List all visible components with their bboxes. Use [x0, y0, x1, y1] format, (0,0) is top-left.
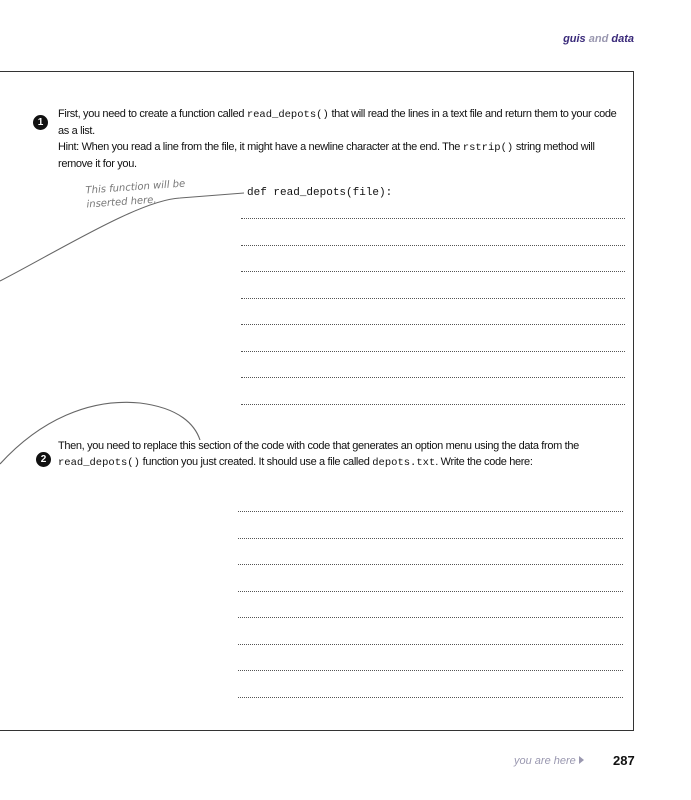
header-guis: guis	[563, 33, 586, 45]
answer-line[interactable]	[241, 351, 625, 352]
code-read-depots-2: read_depots()	[58, 457, 140, 469]
step-2-badge: 2	[36, 452, 51, 467]
answer-line[interactable]	[238, 591, 623, 592]
function-definition: def read_depots(file):	[247, 187, 393, 199]
page-number: 287	[613, 753, 635, 768]
answer-line[interactable]	[238, 670, 623, 671]
answer-line[interactable]	[238, 511, 623, 512]
answer-line[interactable]	[241, 218, 625, 219]
code-read-depots: read_depots()	[246, 109, 329, 121]
code-depots-txt: depots.txt	[372, 457, 436, 469]
step-1-hint: Hint: When you read a line from the file, it might have a newline character at the end. The rstrip() string method will remove it for you.	[58, 141, 595, 170]
step-2-instruction: Then, you need to replace this section of the code with code that generates an option menu using the data from the read_depots() function you just created. It should use a file called depots.txt. Write the code here:	[58, 440, 579, 469]
code-rstrip: rstrip()	[462, 142, 514, 154]
header-data: data	[611, 33, 634, 45]
you-are-here-label: you are here	[514, 755, 576, 767]
answer-line[interactable]	[238, 617, 623, 618]
answer-line[interactable]	[241, 404, 625, 405]
answer-line[interactable]	[241, 271, 625, 272]
answer-line[interactable]	[241, 377, 625, 378]
answer-line[interactable]	[241, 245, 625, 246]
answer-line[interactable]	[241, 298, 625, 299]
answer-line[interactable]	[238, 538, 623, 539]
answer-line[interactable]	[238, 644, 623, 645]
answer-line[interactable]	[238, 564, 623, 565]
step-1-badge: 1	[33, 115, 48, 130]
step-1-instruction: First, you need to create a function called read_depots() that will read the lines in a text file and return them to your code as a list.	[58, 108, 617, 137]
handwritten-annotation: This function will be inserted here.	[85, 178, 186, 211]
triangle-right-icon	[579, 756, 584, 764]
header-and: and	[588, 33, 609, 45]
answer-line[interactable]	[238, 697, 623, 698]
answer-line[interactable]	[241, 324, 625, 325]
